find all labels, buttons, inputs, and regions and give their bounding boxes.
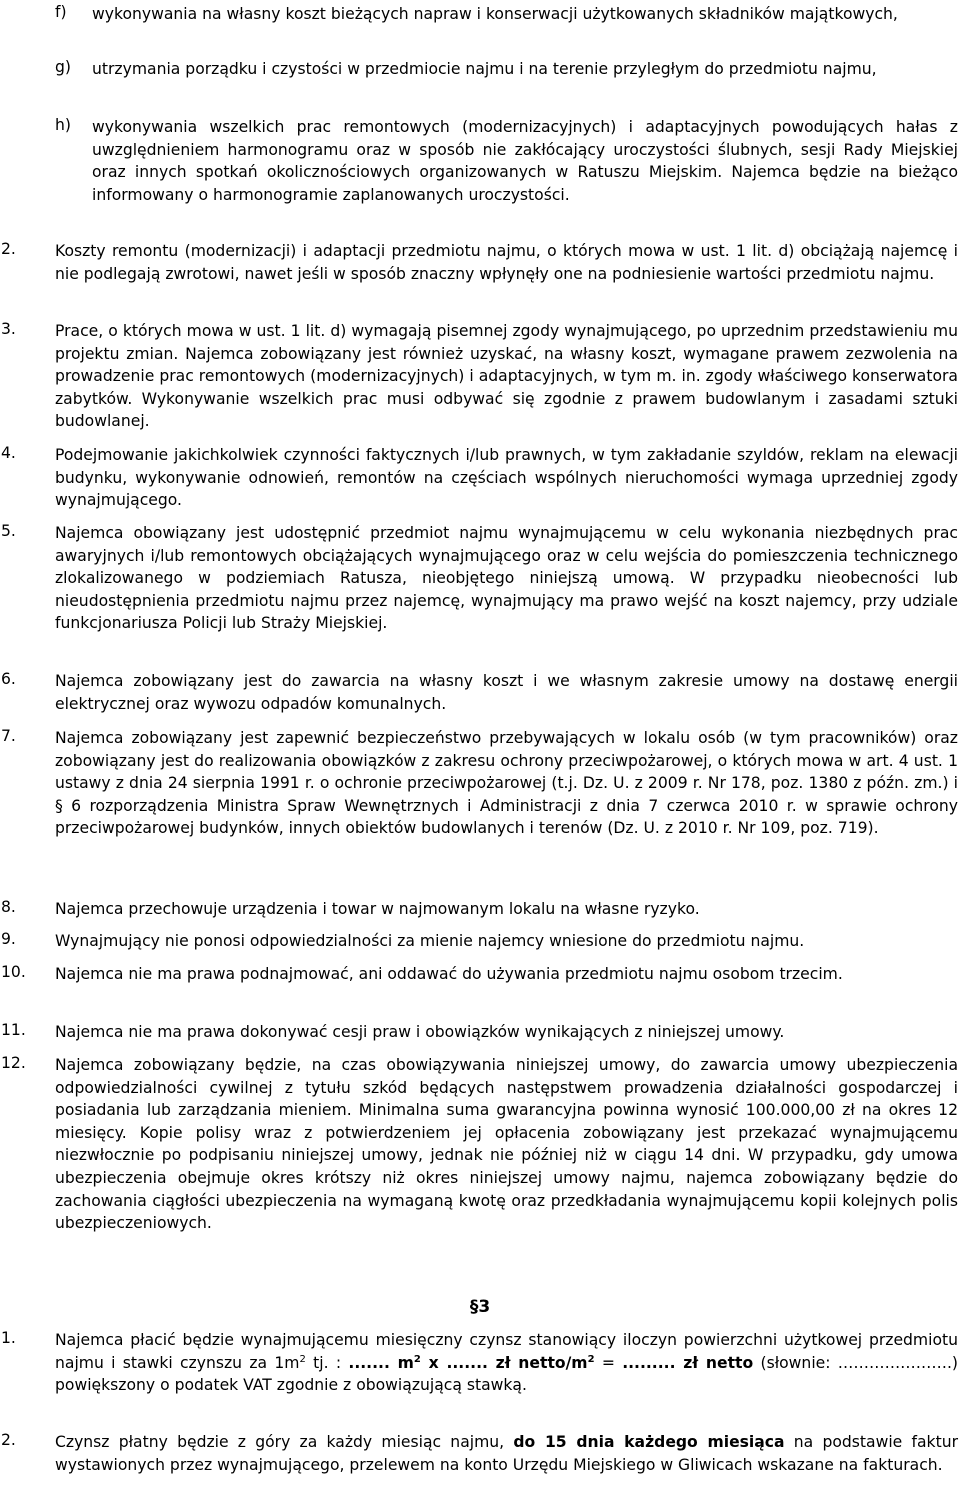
item-text: Wynajmujący nie ponosi odpowiedzialności za mienie najemcy wniesione do przedmiotu najmu. — [55, 932, 805, 950]
item-label: 10. — [1, 963, 26, 981]
item-label: h) — [55, 116, 71, 134]
item-text: Koszty remontu (modernizacji) i adaptacji przedmiotu najmu, o których mowa w ust. 1 lit. d) obciążają najemcę i nie podlegają zwrotowi, nawet jeśli w sposób znaczny wpłynęły one na podniesienie wartości przedmiotu najmu. — [55, 242, 958, 283]
payment-text-2: na podstawie faktur wystawionych przez wynajmującego, przelewem na konto Urzędu Miejskiego w Gliwicach wskazane na fakturach. — [55, 1433, 958, 1474]
item-text: utrzymania porządku i czystości w przedmiocie najmu i na terenie przyległym do przedmiotu najmu, — [92, 60, 877, 78]
item-text: Najemca obowiązany jest udostępnić przedmiot najmu wynajmującemu w celu wykonania niezbędnych prac awaryjnych i/lub remontowych obciążających wynajmującego oraz w celu wejścia do pomieszczenia technicznego zlokalizowanego w podziemiach Ratusza, nieobjętego niniejszą umową. W przypadku nieobecności lub nieudostępnienia przedmiotu najmu przez najemcę, wynajmujący ma prawo wejść na koszt najemcy, przy udziale funkcjonariusza Policji lub Straży Miejskiej. — [55, 524, 958, 633]
item-label: 8. — [1, 898, 16, 916]
item-text: wykonywania wszelkich prac remontowych (modernizacyjnych) i adaptacyjnych powodujących hałas z uwzględnieniem harmonogramu oraz w sposób nie zakłócający uroczystości ślubnych, sesji Rady Miejskiej oraz innych spotkań okolicznościowych organizowanych w Ratuszu Miejskim. Najemca będzie na bieżąco informowany o harmonogramie zaplanowanych uroczystości. — [92, 118, 958, 204]
item-text: Najemca nie ma prawa dokonywać cesji praw i obowiązków wynikających z niniejszej umowy. — [55, 1023, 785, 1041]
payment-deadline: do 15 dnia każdego miesiąca — [513, 1433, 785, 1451]
rent-text-2: tj. : — [305, 1353, 349, 1372]
item-label: 11. — [1, 1021, 26, 1039]
item-label: 2. — [1, 240, 16, 258]
item-text: Prace, o których mowa w ust. 1 lit. d) wymagają pisemnej zgody wynajmującego, po uprzednim przedstawieniu mu projektu zmian. Najemca zobowiązany jest również uzyskać, na własny koszt, wymagane prawem zezwolenia na prowadzenie prac remontowych (modernizacyjnych) i adaptacyjnych, w tym m. in. zgody właściwego konserwatora zabytków. Wykonywanie wszelkich prac musi odbywać się zgodnie z prawem budowlanym i zasadami sztuki budowlanej. — [55, 322, 958, 431]
item-label: f) — [55, 3, 67, 21]
item-text — [55, 1431, 958, 1476]
item-label: 12. — [1, 1054, 26, 1072]
item-text: Najemca zobowiązany jest do zawarcia na własny koszt i we własnym zakresie umowy na dostawę energii elektrycznej oraz wywozu odpadów komunalnych. — [55, 672, 958, 713]
item-text: Podejmowanie jakichkolwiek czynności faktycznych i/lub prawnych, w tym zakładanie szyldów, reklam na elewacji budynku, wykonywanie odnowień, remontów na częściach wspólnych nieruchomości wymaga uprzedniej zgody wynajmującego. — [55, 446, 958, 510]
item-label: g) — [55, 58, 71, 76]
item-label: 4. — [1, 444, 16, 462]
rent-total-blank: ......... zł netto — [622, 1353, 754, 1372]
item-label: 7. — [1, 727, 16, 745]
item-text: wykonywania na własny koszt bieżących napraw i konserwacji użytkowanych składników majątkowych, — [92, 5, 898, 23]
item-text: Najemca nie ma prawa podnajmować, ani oddawać do używania przedmiotu najmu osobom trzecim. — [55, 965, 843, 983]
rent-text-4: (słownie: ………………….) powiększony o podatek VAT zgodnie z obowiązującą stawką. — [55, 1353, 958, 1395]
item-label: 2. — [1, 1431, 16, 1449]
section-heading: §3 — [469, 1297, 491, 1317]
item-text: Najemca zobowiązany jest zapewnić bezpieczeństwo przebywających w lokalu osób (w tym pracowników) oraz zobowiązany jest do realizowania obowiązków z zakresu ochrony przeciwpożarowej, o których mowa w art. 4 ust. 1 ustawy z dnia 24 sierpnia 1991 r. o ochronie przeciwpożarowej (t.j. Dz. U. z 2009 r. Nr 178, poz. 1380 z późn. zm.) i § 6 rozporządzenia Ministra Spraw Wewnętrznych i Administracji z dnia 7 czerwca 2010 r. w sprawie ochrony przeciwpożarowej budynków, innych obiektów budowlanych i terenów (Dz. U. z 2010 r. Nr 109, poz. 719). — [55, 729, 958, 838]
rent-text-3: = — [594, 1353, 623, 1372]
item-label: 5. — [1, 522, 16, 540]
rent-text-1: Najemca płacić będzie wynajmującemu miesięczny czynsz stanowiący iloczyn powierzchni użytkowej przedmiotu najmu i stawki czynszu za 1m — [55, 1331, 958, 1372]
item-label: 6. — [1, 670, 16, 688]
item-label: 1. — [1, 1329, 16, 1347]
payment-text-1: Czynsz płatny będzie z góry za każdy miesiąc najmu, — [55, 1433, 514, 1451]
item-label: 9. — [1, 930, 16, 948]
rent-area-blank: ....... $m^2$ x ....... zł netto/$m^2$ — [348, 1353, 595, 1372]
item-text — [55, 1329, 958, 1397]
item-label: 3. — [1, 320, 16, 338]
item-text: Najemca przechowuje urządzenia i towar w najmowanym lokalu na własne ryzyko. — [55, 900, 700, 918]
rent-sup-1: 2 — [299, 1353, 306, 1365]
item-text: Najemca zobowiązany będzie, na czas obowiązywania niniejszej umowy, do zawarcia umowy ubezpieczenia odpowiedzialności cywilnej z tytułu szkód będących następstwem prowadzenia działalności gospodarczej i posiadania lub zarządzania mieniem. Minimalna suma gwarancyjna powinna wynosić 100.000,00 zł na okres 12 miesięcy. Kopie polisy wraz z potwierdzeniem jej opłacenia zobowiązany jest przekazać wynajmującemu niezwłocznie po podpisaniu niniejszej umowy, jednak nie później niż w ciągu 14 dni. W przypadku, gdy umowa ubezpieczenia obejmuje okres krótszy niż okres niniejszej umowy najmu, najemca zobowiązany będzie do zachowania ciągłości ubezpieczenia na wymaganą kwotę oraz przedkładania wynajmującemu kopii kolejnych polis ubezpieczeniowych. — [55, 1056, 958, 1233]
